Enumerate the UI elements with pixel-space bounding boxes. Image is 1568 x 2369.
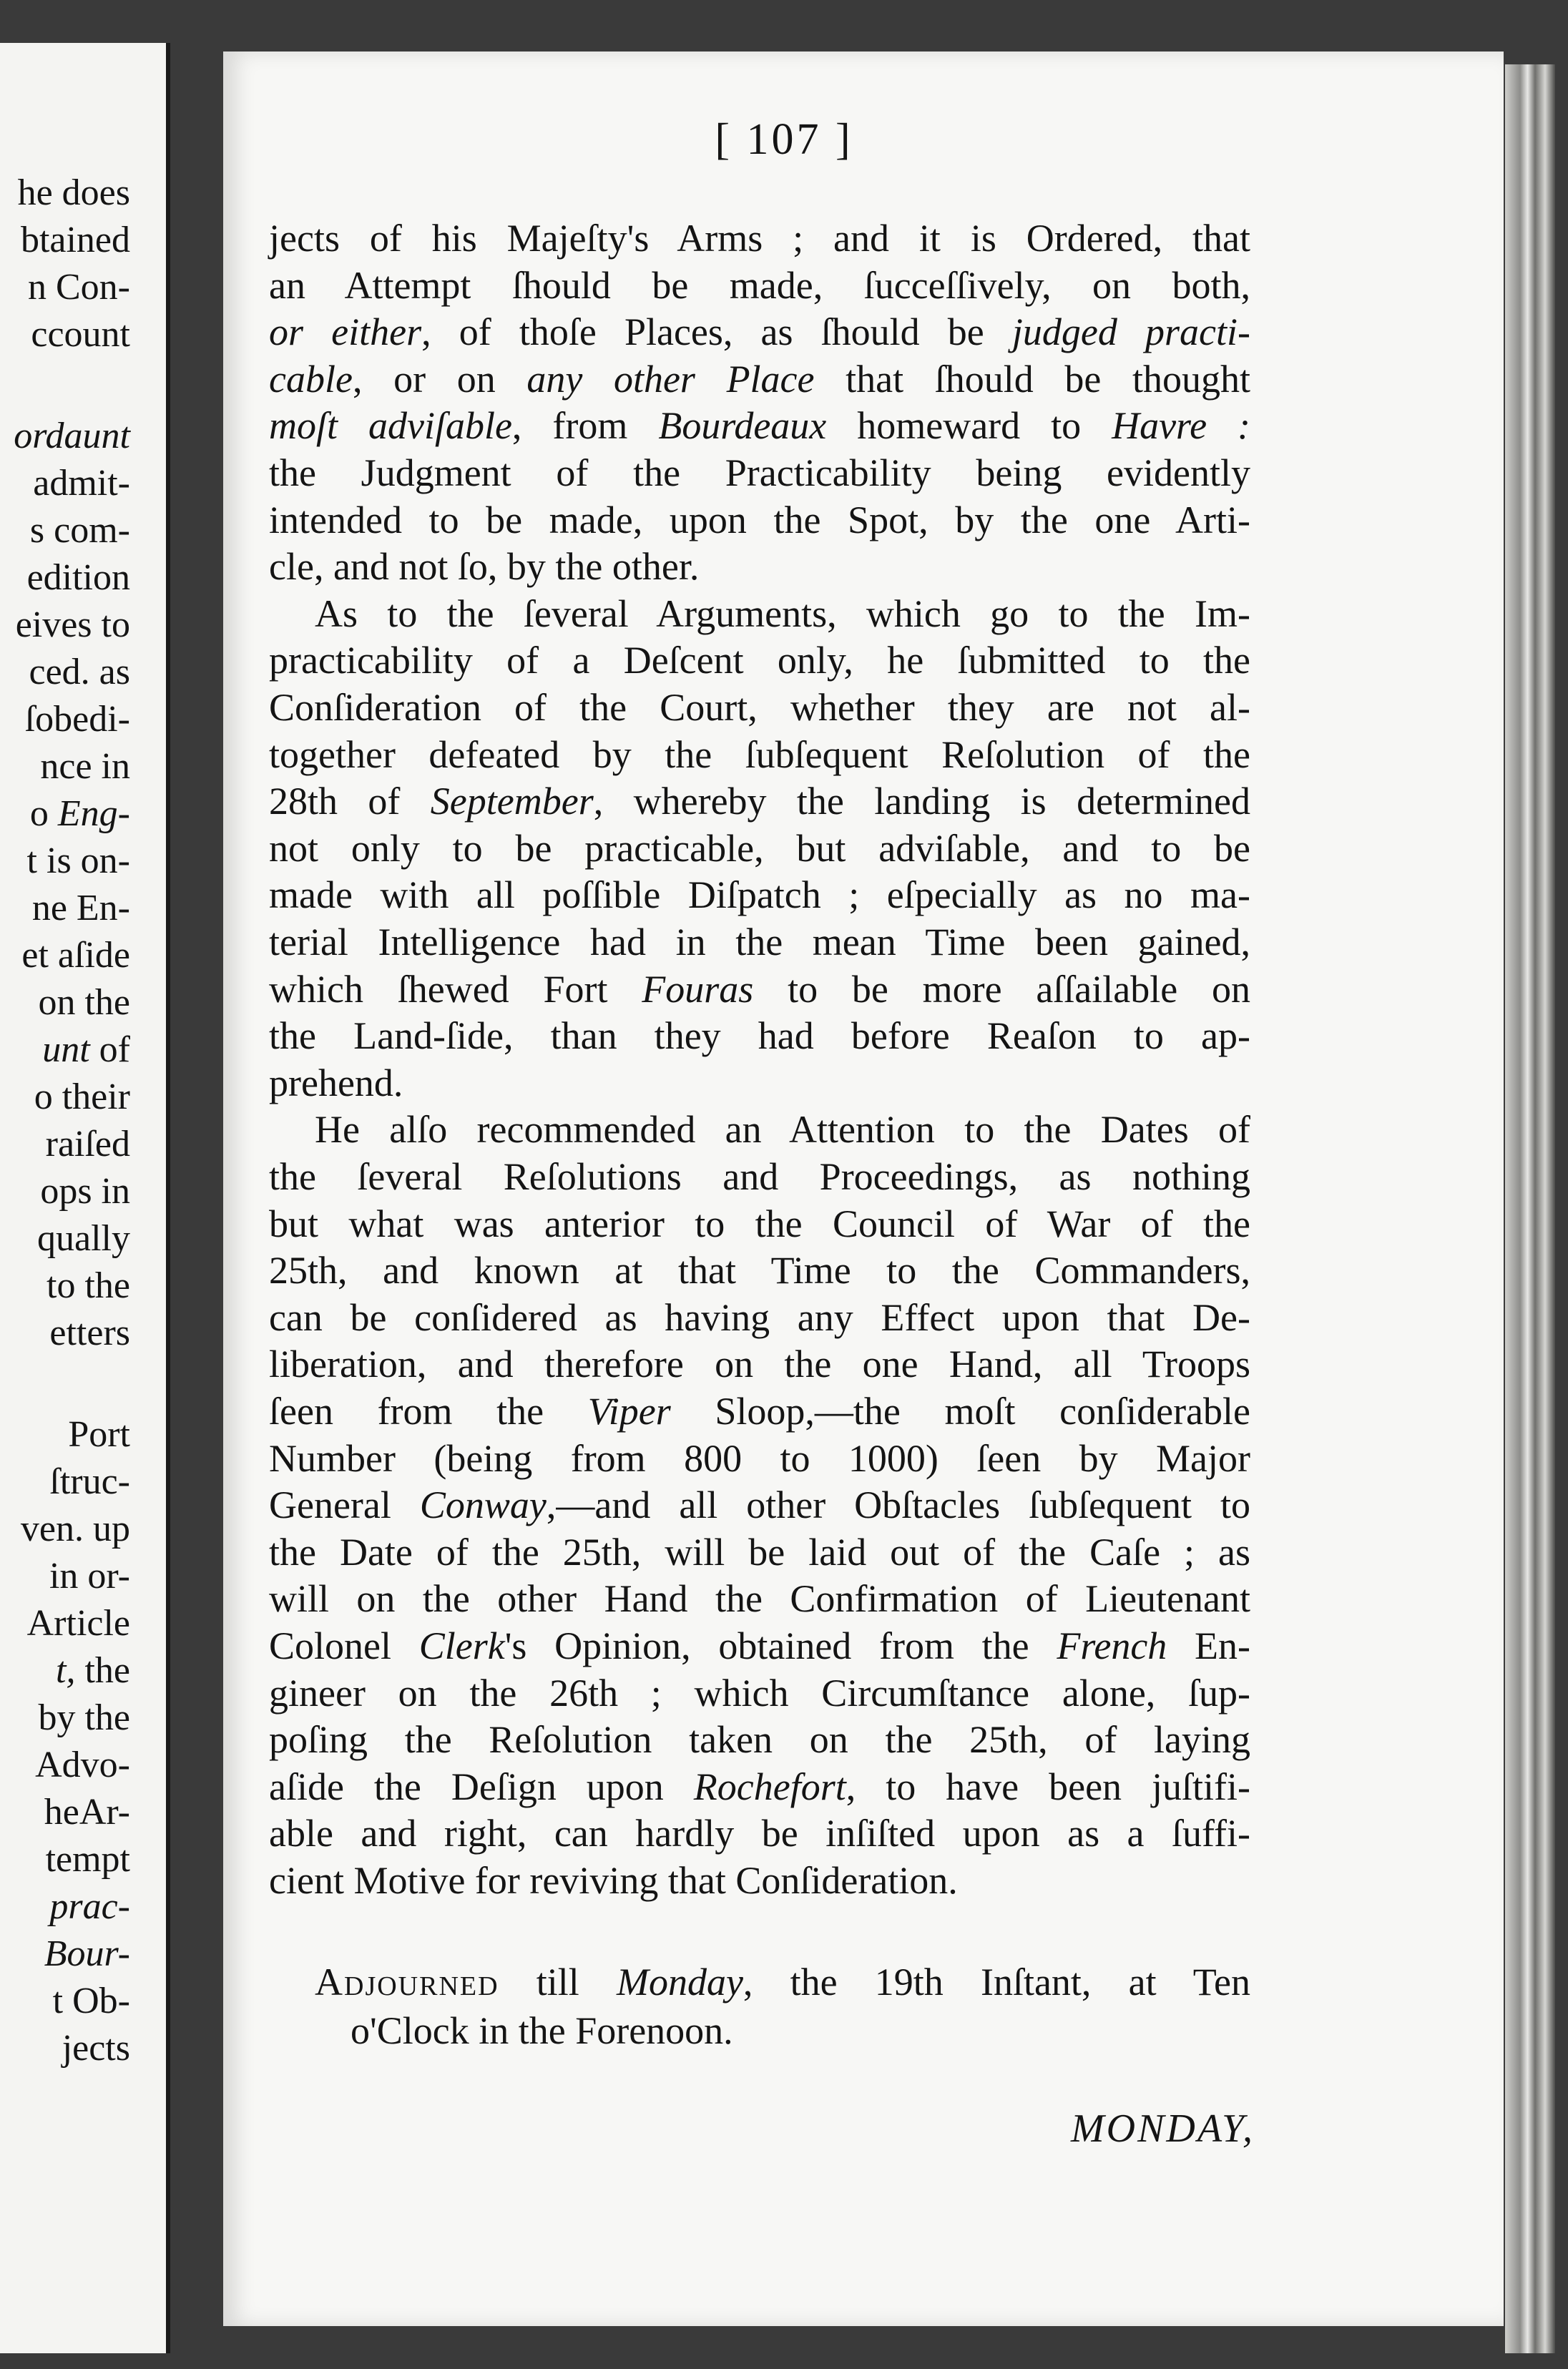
previous-page-line [68,1413,130,1456]
text-line [269,1763,1250,1810]
italic-text: unt [42,1029,90,1070]
text-run: 28th of [269,780,431,823]
text-run: , from [511,404,659,447]
text-line [269,355,1250,403]
text-run: the Land-ſide, than they had before Reaſon to ap- [269,1014,1250,1057]
text-run: to the [46,1265,130,1306]
previous-page-line [49,1885,130,1928]
italic-text: French [1057,1624,1167,1667]
italic-text: Clerk [418,1624,505,1667]
italic-text: or either [269,310,422,353]
text-line [269,871,1250,918]
previous-page-line [40,745,130,788]
previous-page-line [29,651,130,694]
text-run: o their [34,1076,130,1117]
text-run: Conſideration of the Court, whether they are not al- [269,686,1250,729]
text-line [269,1716,1250,1763]
text-line [315,590,1250,637]
previous-page-line [38,1697,130,1740]
previous-page-line [35,1744,130,1787]
text-run: et aſide [21,935,130,976]
text-run: As to the ſeveral Arguments, which go to the Im- [315,592,1250,635]
text-run: able and right, can hardly be inſiſted upon as a ſuffi- [269,1812,1250,1855]
previous-page-line [30,793,130,835]
previous-page-line [14,415,130,458]
text-run: jects of his Majeſty's Arms ; and it is Ordered, that [269,217,1250,260]
text-line [269,1435,1250,1482]
text-line [269,825,1250,872]
italic-text: Eng- [57,793,130,834]
text-run: on the [38,982,130,1023]
previous-page-line [33,462,130,505]
text-line [269,1669,1250,1717]
italic-text: Conway [419,1483,547,1526]
text-run: General [269,1483,420,1526]
italic-text: Fouras [642,968,754,1011]
adjournment-rest [499,1961,1250,2003]
previous-page-line [37,1217,130,1260]
italic-text: t, [56,1650,76,1691]
text-line [269,918,1250,966]
previous-page-line [44,1791,130,1834]
text-run: ops in [40,1171,130,1212]
text-run: the Date of the 25th, will be laid out of the Caſe ; as [269,1531,1250,1574]
text-run: Port [68,1414,130,1455]
page-number: [ 107 ] [715,115,853,164]
text-run: qually [37,1218,130,1259]
text-run: , the 19th Inſtant, at Ten [743,1961,1250,2003]
previous-page-line [46,1123,130,1166]
text-run: btained [20,220,130,260]
page-edges [1505,64,1555,2353]
text-run: but what was anterior to the Council of War of the [269,1202,1250,1245]
text-line [269,1575,1250,1622]
text-line [269,1294,1250,1341]
text-run: homeward to [826,404,1112,447]
text-run: t Ob- [52,1981,130,2021]
previous-page-line [27,1602,130,1645]
italic-text: Viper [587,1390,671,1433]
previous-page-line [28,266,130,309]
previous-page-line [56,1649,130,1692]
text-line [269,1059,1250,1107]
text-line [269,449,1250,496]
text-run: tempt [45,1839,130,1880]
italic-text: Havre : [1112,404,1250,447]
text-run: the ſeveral Reſolutions and Proceedings, as nothing [269,1155,1250,1198]
previous-page-line [34,1076,130,1119]
text-run: Number (being from 800 to 1000) ſeen by Major [269,1437,1250,1480]
text-run: the [75,1650,130,1691]
previous-page-line [32,887,130,930]
previous-page-strip [0,43,170,2353]
text-run: ven. up [20,1509,130,1549]
text-line [269,1857,1250,1904]
italic-text: any other Place [526,358,815,401]
text-run: by the [38,1697,130,1738]
text-run: etters [49,1313,130,1353]
text-run: edition [26,557,130,598]
text-run: ſeen from the [269,1390,588,1433]
text-line [269,1529,1250,1576]
adjourned-word: Adjourned [315,1961,499,2003]
previous-page-line [62,2027,130,2070]
text-line [269,1340,1250,1388]
text-line [269,1388,1250,1435]
text-run: En- [1167,1624,1250,1667]
text-run: heAr- [44,1792,130,1833]
text-run: cle, and not ſo, by the other. [269,545,700,588]
previous-page-line [31,313,130,356]
text-run: to be more aſſailable on [753,968,1250,1011]
text-run: 's Opinion, obtained from the [504,1624,1057,1667]
italic-text: prac- [49,1886,130,1927]
text-run: which ſhewed Fort [269,968,642,1011]
text-run: made with all poſſible Diſpatch ; eſpecially as no ma- [269,873,1250,916]
text-run: in or- [49,1556,130,1596]
previous-page-line [18,172,130,215]
text-run: poſing the Reſolution taken on the 25th, of laying [269,1718,1250,1761]
italic-text: Rochefort [693,1765,846,1808]
text-run: will on the other Hand the Confirmation of Lieutenant [269,1577,1250,1620]
italic-text: Monday [616,1961,743,2003]
text-line [269,402,1250,449]
text-run: , of thoſe Places, as ſhould be [421,310,1012,353]
text-run: not only to be practicable, but adviſable, and to be [269,827,1250,870]
previous-page-line [46,1838,130,1881]
previous-page-line [27,840,130,883]
previous-page-line [21,219,130,262]
previous-page-line [38,981,130,1024]
text-line [269,215,1250,262]
text-line [269,308,1250,355]
text-run: that ſhould be thought [814,358,1250,401]
text-run: o [29,793,58,834]
previous-page-line [27,556,130,599]
italic-text: Bourdeaux [658,404,827,447]
text-line [269,1810,1250,1857]
previous-page-line [49,1555,130,1598]
text-run: , to have been juſtifi- [846,1765,1250,1808]
text-run: Article [26,1603,130,1644]
text-line [269,637,1250,684]
text-run: he does [17,172,130,213]
text-run: eives to [15,604,130,645]
text-line [315,1106,1250,1153]
previous-page-line [40,1170,130,1213]
text-run: nce in [40,746,130,787]
text-run: an Attempt ſhould be made, ſucceſſively, on both, [269,264,1250,307]
text-run: , or on [352,358,527,401]
text-run: , whereby the landing is determined [593,780,1250,823]
text-run: jects [62,2028,130,2069]
text-line [269,778,1250,825]
text-line [269,966,1250,1013]
text-line [269,731,1250,778]
previous-page-line [21,934,130,977]
text-run: ccount [31,314,130,355]
italic-text: September [430,780,594,823]
italic-text: ordaunt [14,416,130,456]
text-run: prehend. [269,1061,403,1104]
italic-text: cable [269,358,353,401]
previous-page-line [49,1461,130,1504]
text-run: liberation, and therefore on the one Hand, all Troops [269,1343,1250,1385]
text-run: ſtruc- [49,1461,130,1502]
text-line [269,1247,1250,1294]
text-run: s com- [29,510,130,551]
text-line [269,262,1250,309]
text-line [269,1622,1250,1669]
text-run: of [89,1029,130,1070]
text-run: cient Motive for reviving that Conſideration. [269,1859,958,1902]
text-line [269,684,1250,731]
text-run: admit- [33,463,130,504]
text-run: raiſed [45,1124,130,1164]
text-run: n Con- [28,267,130,308]
text-run: practicability of a Deſcent only, he ſubmitted to the [269,639,1250,682]
adjournment-line-2: o'Clock in the Forenoon. [351,2009,733,2052]
text-line [269,1200,1250,1247]
text-run: t is on- [26,840,130,881]
text-run: terial Intelligence had in the mean Time been gained, [269,921,1250,963]
previous-page-line [42,1029,130,1071]
text-line [269,496,1250,544]
text-run: till [499,1961,617,2003]
text-run: 25th, and known at that Time to the Commanders, [269,1249,1250,1292]
previous-page-line [21,1508,130,1551]
text-run: aſide the Deſign upon [269,1765,694,1808]
text-run: ne En- [31,888,130,928]
text-run: ced. as [29,652,130,692]
text-run: Colonel [269,1624,419,1667]
text-run: Sloop,—the moſt conſiderable [670,1390,1250,1433]
text-run: can be conſidered as having any Effect upon that De- [269,1296,1250,1339]
previous-page-line [25,698,130,741]
text-run: gineer on the 26th ; which Circumſtance alone, ſup- [269,1672,1250,1715]
adjournment-line [315,1958,1250,2006]
text-line [269,543,1250,590]
text-run: ſobedi- [24,699,130,740]
text-line [269,1012,1250,1059]
italic-text: judged practi- [1011,310,1250,353]
previous-page-line [46,1265,130,1308]
catchword: MONDAY, [1070,2106,1255,2151]
text-run: together defeated by the ſubſequent Reſolution of the [269,733,1250,776]
text-run: He alſo recommended an Attention to the Dates of [315,1108,1250,1151]
text-run: Advo- [35,1745,130,1785]
italic-text: Bour- [44,1933,130,1974]
italic-text: moſt adviſable [269,404,512,447]
previous-page-line [44,1933,130,1976]
text-run: ,—and all other Obſtacles ſubſequent to [546,1483,1250,1526]
previous-page-line [16,604,130,647]
previous-page-line [49,1312,130,1355]
previous-page-line [53,1980,130,2023]
previous-page-line [30,509,130,552]
text-run: intended to be made, upon the Spot, by the one Arti- [269,499,1250,541]
text-line [269,1153,1250,1200]
text-run: the Judgment of the Practicability being evidently [269,451,1250,494]
text-line [269,1481,1250,1529]
